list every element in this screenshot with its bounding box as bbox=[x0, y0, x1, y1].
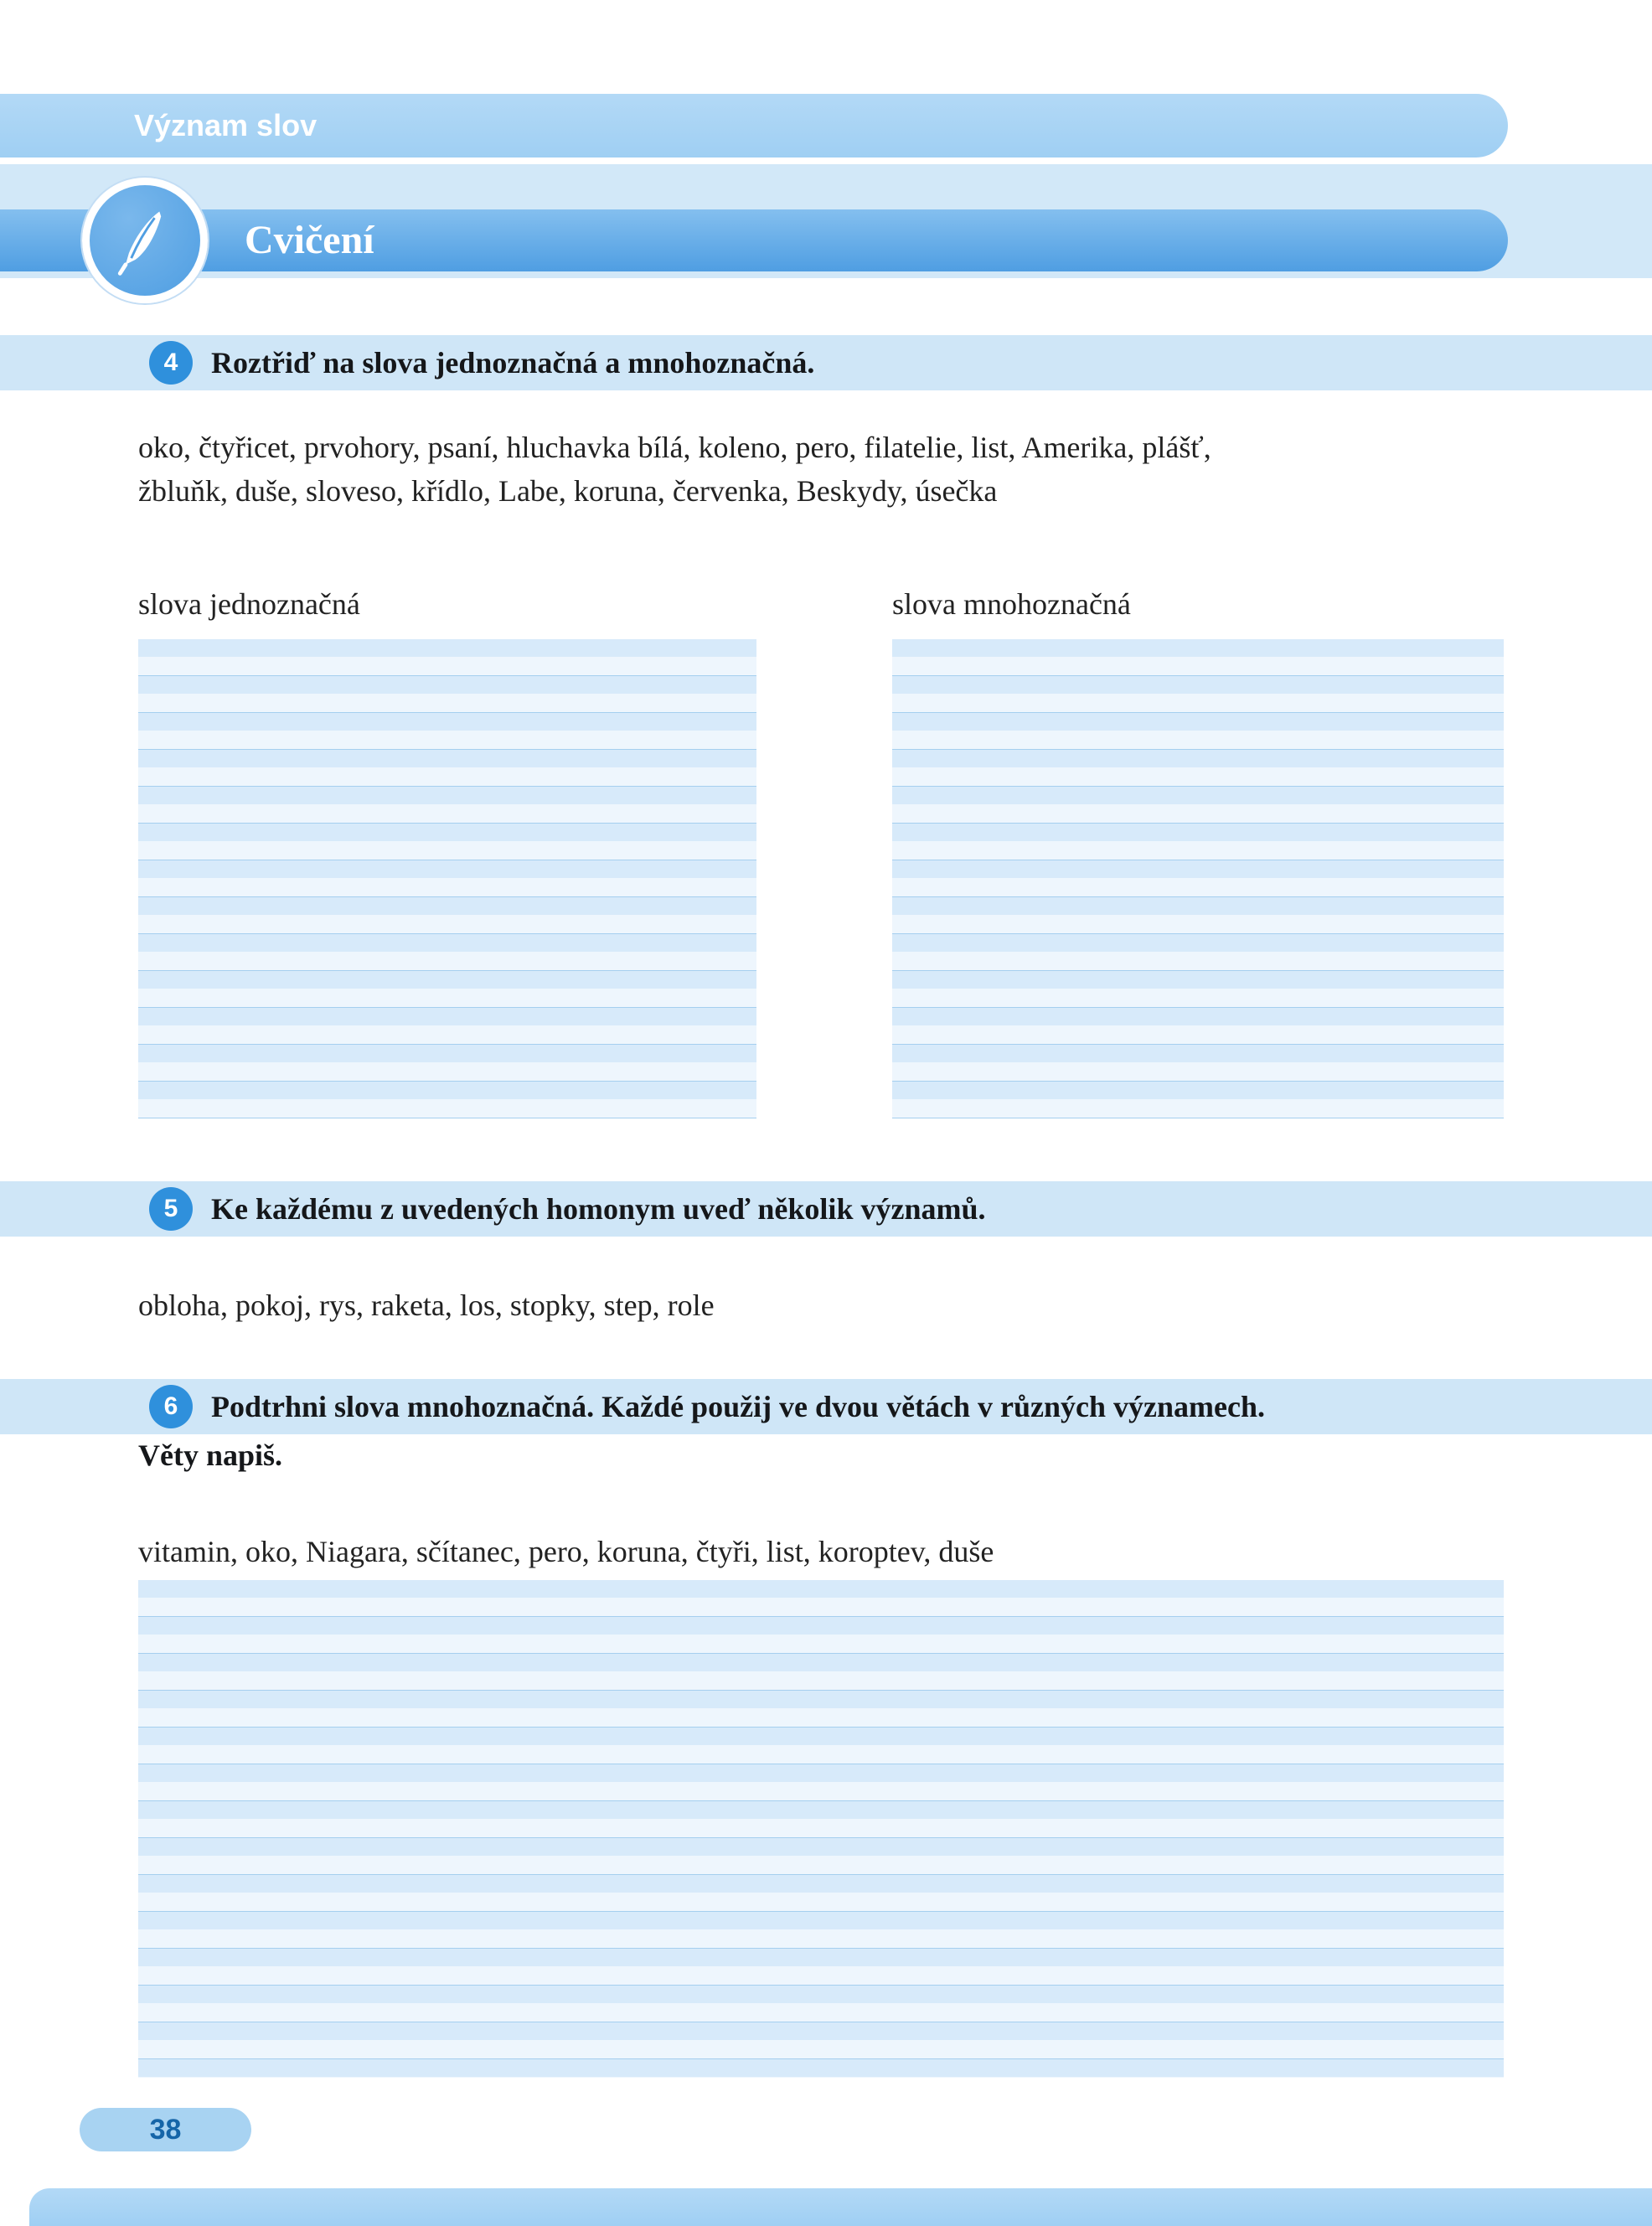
exercise-6-band bbox=[0, 1379, 1652, 1434]
column-label-ambiguous: slova mnohoznačná bbox=[892, 587, 1131, 621]
pen-icon bbox=[105, 200, 185, 281]
exercise-4-word-list bbox=[138, 426, 1529, 513]
exercise-4-word-list-line-2: žbluňk, duše, sloveso, křídlo, Labe, koruna, červenka, Beskydy, úsečka bbox=[138, 474, 998, 508]
section-title: Cvičení bbox=[245, 218, 374, 262]
bottom-banner bbox=[29, 2188, 1652, 2226]
page-number: 38 bbox=[149, 2113, 182, 2146]
exercise-6-number-badge: 6 bbox=[149, 1385, 193, 1428]
pen-badge bbox=[82, 178, 208, 303]
answer-lines-unambiguous[interactable] bbox=[138, 639, 756, 1118]
exercise-6-word-list: vitamin, oko, Niagara, sčítanec, pero, koruna, čtyři, list, koroptev, duše bbox=[138, 1535, 994, 1568]
exercise-4-band bbox=[0, 335, 1652, 390]
exercise-4-title: Roztřiď na slova jednoznačná a mnohoznačná. bbox=[211, 346, 815, 380]
answer-lines-ambiguous[interactable] bbox=[892, 639, 1504, 1118]
exercise-4-number-badge: 4 bbox=[149, 341, 193, 385]
exercise-5-word-list: obloha, pokoj, rys, raketa, los, stopky, step, role bbox=[138, 1289, 715, 1322]
section-banner bbox=[0, 209, 1508, 271]
exercise-5-title: Ke každému z uvedených homonym uveď několik významů. bbox=[211, 1192, 986, 1226]
page-number-pill bbox=[80, 2108, 251, 2151]
exercise-6-title-continuation: Věty napiš. bbox=[138, 1438, 283, 1472]
column-label-unambiguous: slova jednoznačná bbox=[138, 587, 360, 621]
chapter-title: Význam slov bbox=[134, 108, 317, 142]
chapter-banner bbox=[0, 94, 1508, 158]
exercise-5-number-badge: 5 bbox=[149, 1187, 193, 1231]
exercise-4-word-list-line-1: oko, čtyřicet, prvohory, psaní, hluchavka bílá, koleno, pero, filatelie, list, Amerika, plášť, bbox=[138, 431, 1211, 464]
exercise-5-band bbox=[0, 1181, 1652, 1237]
exercise-6-title: Podtrhni slova mnohoznačná. Každé použij ve dvou větách v různých významech. bbox=[211, 1390, 1266, 1423]
answer-lines-sentences[interactable] bbox=[138, 1580, 1504, 2078]
